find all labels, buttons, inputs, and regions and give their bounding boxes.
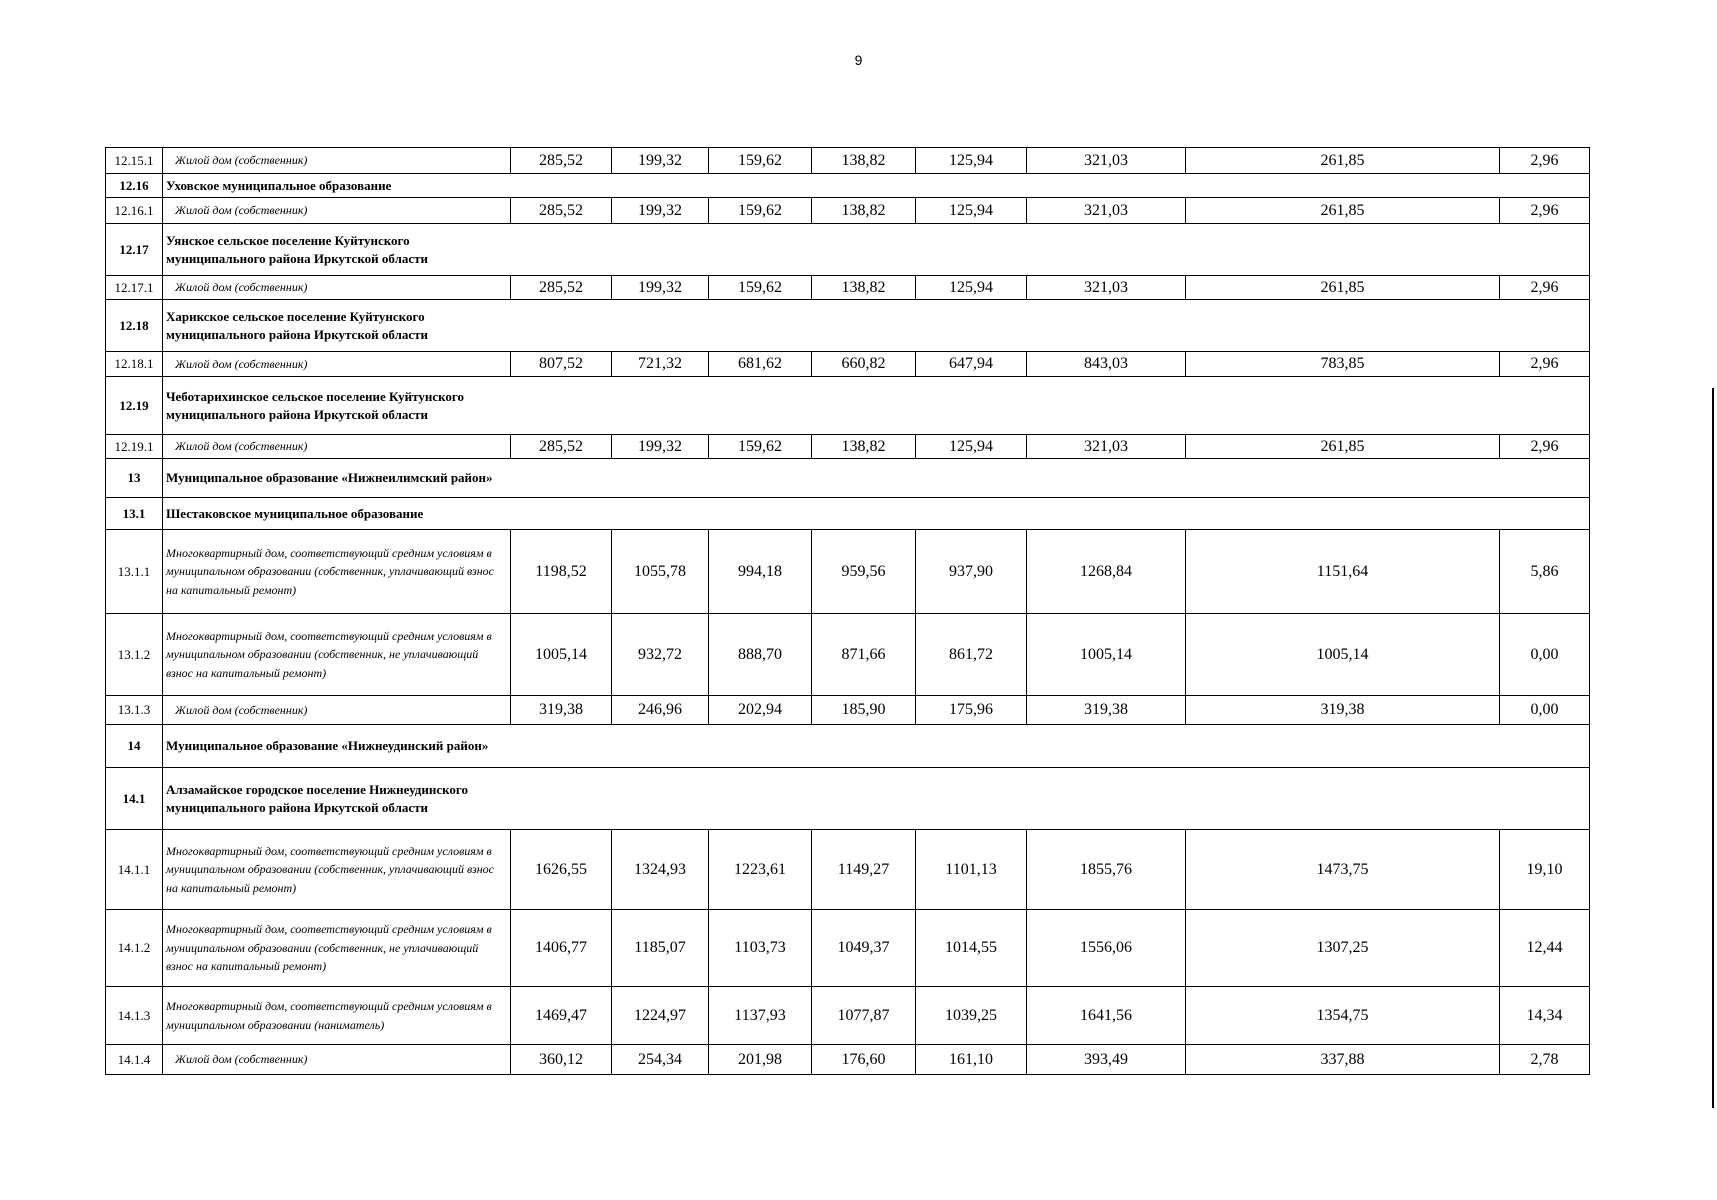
row-number: 12.18 xyxy=(106,300,163,352)
value-cell-5: 125,94 xyxy=(916,198,1027,224)
value-cell-8: 2,96 xyxy=(1500,352,1590,377)
section-title-text: Чеботарихинское сельское поселение Куйтунского муниципального района Иркутской области xyxy=(166,388,465,422)
value-cell-6: 321,03 xyxy=(1027,148,1186,174)
row-number: 14.1.2 xyxy=(106,910,163,987)
value-cell-2: 1224,97 xyxy=(612,987,709,1045)
row-description: Жилой дом (собственник) xyxy=(163,276,511,300)
value-cell-2: 932,72 xyxy=(612,614,709,696)
value-cell-1: 285,52 xyxy=(511,435,612,459)
value-cell-6: 319,38 xyxy=(1027,696,1186,725)
row-description: Жилой дом (собственник) xyxy=(163,435,511,459)
value-cell-7: 1354,75 xyxy=(1186,987,1500,1045)
value-cell-6: 321,03 xyxy=(1027,435,1186,459)
value-cell-2: 721,32 xyxy=(612,352,709,377)
value-cell-1: 1469,47 xyxy=(511,987,612,1045)
value-cell-6: 1556,06 xyxy=(1027,910,1186,987)
section-header-row xyxy=(106,174,1590,198)
row-number: 14.1.3 xyxy=(106,987,163,1045)
row-description: Жилой дом (собственник) xyxy=(163,1045,511,1075)
table-row xyxy=(106,614,1590,696)
value-cell-3: 202,94 xyxy=(709,696,812,725)
row-number: 12.15.1 xyxy=(106,148,163,174)
table-row xyxy=(106,276,1590,300)
value-cell-8: 19,10 xyxy=(1500,830,1590,910)
row-number: 14.1.4 xyxy=(106,1045,163,1075)
table-row xyxy=(106,198,1590,224)
value-cell-4: 871,66 xyxy=(812,614,916,696)
section-title xyxy=(163,174,1590,198)
value-cell-1: 1406,77 xyxy=(511,910,612,987)
row-description: Многоквартирный дом, соответствующий средним условиям в муниципальном образовании (собственник, уплачивающий взнос на капитальный ремонт) xyxy=(163,530,511,614)
table-row xyxy=(106,1045,1590,1075)
section-title-text: Уянское сельское поселение Куйтунского муниципального района Иркутской области xyxy=(166,232,429,266)
row-description: Многоквартирный дом, соответствующий средним условиям в муниципальном образовании (собственник, не уплачивающий взнос на капитальный ремонт) xyxy=(163,910,511,987)
value-cell-3: 888,70 xyxy=(709,614,812,696)
row-number: 14.1.1 xyxy=(106,830,163,910)
table-row xyxy=(106,435,1590,459)
value-cell-1: 807,52 xyxy=(511,352,612,377)
value-cell-3: 159,62 xyxy=(709,198,812,224)
table-row xyxy=(106,910,1590,987)
value-cell-7: 261,85 xyxy=(1186,148,1500,174)
section-title xyxy=(163,725,1590,768)
value-cell-3: 201,98 xyxy=(709,1045,812,1075)
section-title xyxy=(163,300,1590,352)
section-header-row xyxy=(106,459,1590,498)
value-cell-8: 14,34 xyxy=(1500,987,1590,1045)
value-cell-4: 959,56 xyxy=(812,530,916,614)
section-title-text: Алзамайское городское поселение Нижнеудинского муниципального района Иркутской области xyxy=(166,781,469,815)
value-cell-6: 843,03 xyxy=(1027,352,1186,377)
row-number: 13.1.1 xyxy=(106,530,163,614)
value-cell-7: 319,38 xyxy=(1186,696,1500,725)
value-cell-1: 360,12 xyxy=(511,1045,612,1075)
section-title xyxy=(163,498,1590,530)
value-cell-5: 161,10 xyxy=(916,1045,1027,1075)
section-title-text: Уховское муниципальное образование xyxy=(166,177,392,193)
row-description: Жилой дом (собственник) xyxy=(163,352,511,377)
value-cell-5: 937,90 xyxy=(916,530,1027,614)
value-cell-6: 1005,14 xyxy=(1027,614,1186,696)
row-number: 12.18.1 xyxy=(106,352,163,377)
table-row xyxy=(106,830,1590,910)
value-cell-6: 393,49 xyxy=(1027,1045,1186,1075)
section-header-row xyxy=(106,768,1590,830)
row-description: Жилой дом (собственник) xyxy=(163,696,511,725)
table-row xyxy=(106,148,1590,174)
value-cell-3: 159,62 xyxy=(709,276,812,300)
value-cell-7: 337,88 xyxy=(1186,1045,1500,1075)
table-row xyxy=(106,352,1590,377)
value-cell-6: 321,03 xyxy=(1027,276,1186,300)
row-number: 12.16 xyxy=(106,174,163,198)
row-description: Многоквартирный дом, соответствующий средним условиям в муниципальном образовании (собственник, не уплачивающий взнос на капитальный ремонт) xyxy=(163,614,511,696)
table-body xyxy=(106,148,1590,1075)
value-cell-6: 1268,84 xyxy=(1027,530,1186,614)
value-cell-7: 1473,75 xyxy=(1186,830,1500,910)
row-number: 12.17 xyxy=(106,224,163,276)
value-cell-3: 1137,93 xyxy=(709,987,812,1045)
value-cell-5: 125,94 xyxy=(916,148,1027,174)
value-cell-5: 1039,25 xyxy=(916,987,1027,1045)
section-header-row xyxy=(106,224,1590,276)
section-title xyxy=(163,768,1590,830)
value-cell-5: 125,94 xyxy=(916,276,1027,300)
value-cell-7: 261,85 xyxy=(1186,198,1500,224)
value-cell-2: 1055,78 xyxy=(612,530,709,614)
section-header-row xyxy=(106,498,1590,530)
value-cell-4: 138,82 xyxy=(812,198,916,224)
value-cell-3: 1223,61 xyxy=(709,830,812,910)
value-cell-7: 1151,64 xyxy=(1186,530,1500,614)
value-cell-5: 125,94 xyxy=(916,435,1027,459)
row-number: 12.19.1 xyxy=(106,435,163,459)
value-cell-2: 199,32 xyxy=(612,198,709,224)
section-title xyxy=(163,377,1590,435)
row-number: 13.1.3 xyxy=(106,696,163,725)
section-title-text: Муниципальное образование «Нижнеудинский район» xyxy=(166,738,489,753)
value-cell-1: 1198,52 xyxy=(511,530,612,614)
value-cell-8: 2,96 xyxy=(1500,435,1590,459)
row-number: 14.1 xyxy=(106,768,163,830)
value-cell-4: 138,82 xyxy=(812,435,916,459)
value-cell-3: 681,62 xyxy=(709,352,812,377)
value-cell-4: 1149,27 xyxy=(812,830,916,910)
value-cell-8: 0,00 xyxy=(1500,696,1590,725)
value-cell-1: 1005,14 xyxy=(511,614,612,696)
value-cell-2: 1185,07 xyxy=(612,910,709,987)
row-number: 13 xyxy=(106,459,163,498)
value-cell-5: 647,94 xyxy=(916,352,1027,377)
value-cell-1: 319,38 xyxy=(511,696,612,725)
table-row xyxy=(106,696,1590,725)
value-cell-2: 1324,93 xyxy=(612,830,709,910)
value-cell-4: 1077,87 xyxy=(812,987,916,1045)
value-cell-8: 12,44 xyxy=(1500,910,1590,987)
value-cell-5: 1014,55 xyxy=(916,910,1027,987)
section-title xyxy=(163,459,1590,498)
table-row xyxy=(106,987,1590,1045)
row-description: Жилой дом (собственник) xyxy=(163,198,511,224)
value-cell-1: 285,52 xyxy=(511,198,612,224)
section-title-text: Муниципальное образование «Нижнеилимский район» xyxy=(166,470,493,485)
value-cell-7: 261,85 xyxy=(1186,276,1500,300)
row-number: 13.1 xyxy=(106,498,163,530)
value-cell-2: 199,32 xyxy=(612,435,709,459)
scan-edge-line xyxy=(1712,388,1714,1108)
value-cell-7: 783,85 xyxy=(1186,352,1500,377)
section-title xyxy=(163,224,1590,276)
value-cell-3: 1103,73 xyxy=(709,910,812,987)
value-cell-6: 1641,56 xyxy=(1027,987,1186,1045)
value-cell-8: 5,86 xyxy=(1500,530,1590,614)
section-title-text: Харикское сельское поселение Куйтунского муниципального района Иркутской области xyxy=(166,308,429,342)
row-description: Многоквартирный дом, соответствующий средним условиям в муниципальном образовании (собственник, уплачивающий взнос на капитальный ремонт) xyxy=(163,830,511,910)
row-number: 13.1.2 xyxy=(106,614,163,696)
section-header-row xyxy=(106,300,1590,352)
value-cell-8: 2,96 xyxy=(1500,198,1590,224)
row-number: 12.17.1 xyxy=(106,276,163,300)
row-number: 12.19 xyxy=(106,377,163,435)
value-cell-4: 138,82 xyxy=(812,148,916,174)
row-description: Жилой дом (собственник) xyxy=(163,148,511,174)
value-cell-5: 175,96 xyxy=(916,696,1027,725)
value-cell-5: 861,72 xyxy=(916,614,1027,696)
value-cell-3: 994,18 xyxy=(709,530,812,614)
value-cell-8: 0,00 xyxy=(1500,614,1590,696)
value-cell-3: 159,62 xyxy=(709,435,812,459)
value-cell-8: 2,78 xyxy=(1500,1045,1590,1075)
value-cell-2: 246,96 xyxy=(612,696,709,725)
value-cell-3: 159,62 xyxy=(709,148,812,174)
value-cell-1: 285,52 xyxy=(511,276,612,300)
value-cell-2: 254,34 xyxy=(612,1045,709,1075)
tariff-table xyxy=(105,147,1590,1075)
value-cell-5: 1101,13 xyxy=(916,830,1027,910)
value-cell-7: 1307,25 xyxy=(1186,910,1500,987)
value-cell-2: 199,32 xyxy=(612,148,709,174)
value-cell-4: 1049,37 xyxy=(812,910,916,987)
section-title-text: Шестаковское муниципальное образование xyxy=(166,505,424,521)
value-cell-4: 138,82 xyxy=(812,276,916,300)
value-cell-4: 176,60 xyxy=(812,1045,916,1075)
table-row xyxy=(106,530,1590,614)
value-cell-8: 2,96 xyxy=(1500,276,1590,300)
section-header-row xyxy=(106,377,1590,435)
row-number: 12.16.1 xyxy=(106,198,163,224)
value-cell-1: 1626,55 xyxy=(511,830,612,910)
value-cell-8: 2,96 xyxy=(1500,148,1590,174)
value-cell-7: 261,85 xyxy=(1186,435,1500,459)
value-cell-2: 199,32 xyxy=(612,276,709,300)
value-cell-6: 1855,76 xyxy=(1027,830,1186,910)
value-cell-1: 285,52 xyxy=(511,148,612,174)
value-cell-4: 185,90 xyxy=(812,696,916,725)
value-cell-6: 321,03 xyxy=(1027,198,1186,224)
page-number: 9 xyxy=(854,52,863,68)
value-cell-7: 1005,14 xyxy=(1186,614,1500,696)
row-description: Многоквартирный дом, соответствующий средним условиям в муниципальном образовании (наниматель) xyxy=(163,987,511,1045)
value-cell-4: 660,82 xyxy=(812,352,916,377)
section-header-row xyxy=(106,725,1590,768)
row-number: 14 xyxy=(106,725,163,768)
